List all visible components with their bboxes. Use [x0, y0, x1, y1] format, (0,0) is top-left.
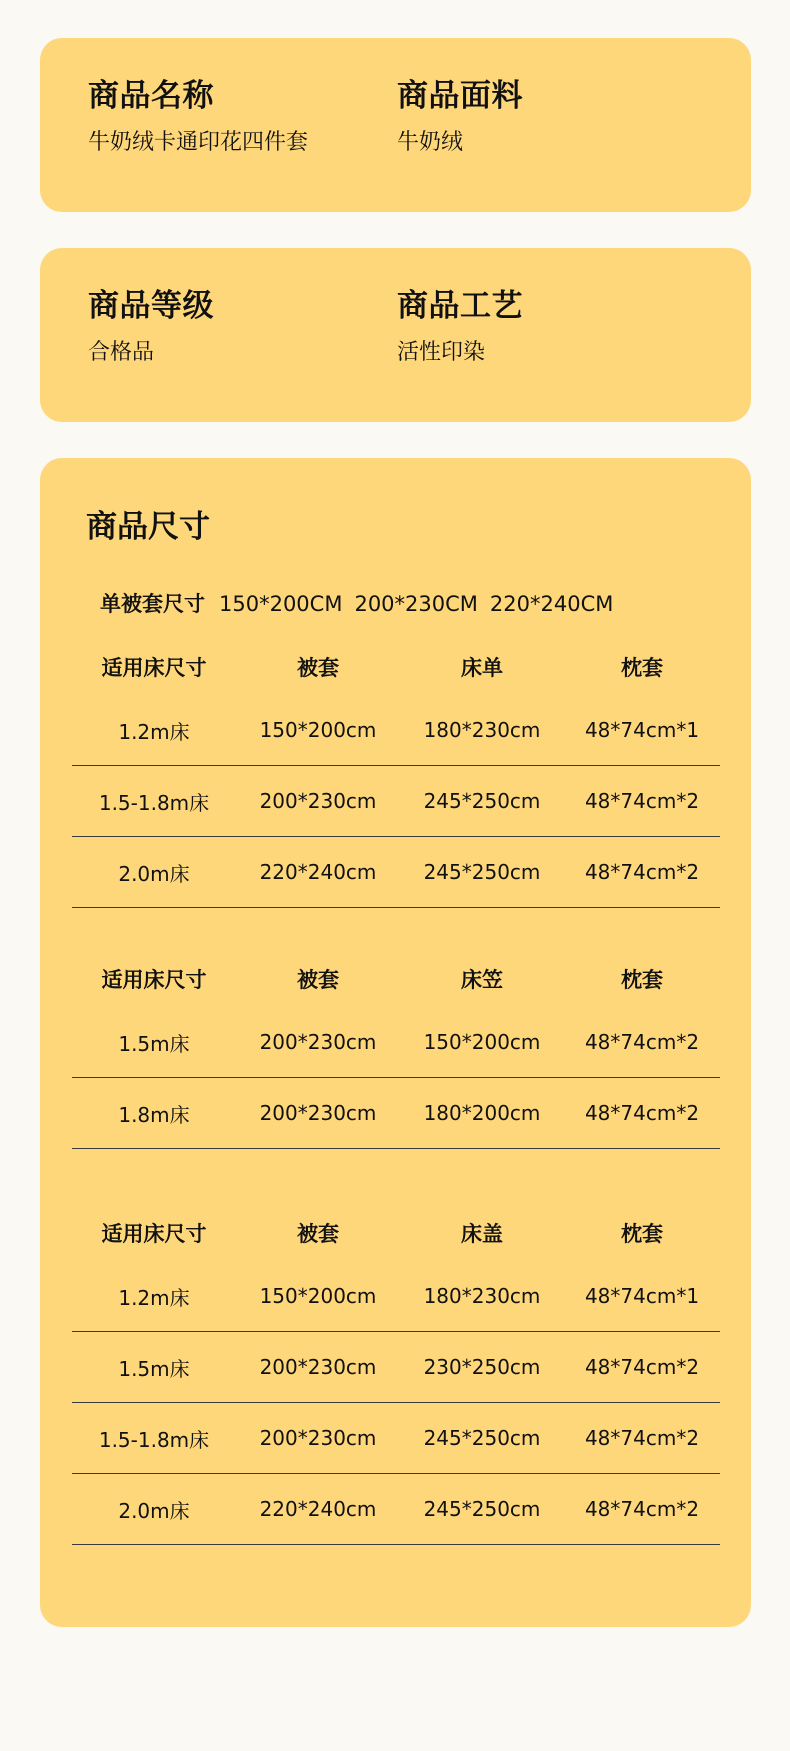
size-table-bedspread	[72, 1205, 720, 1545]
table-cell: 230*250cm	[400, 1332, 564, 1403]
table-cell: 200*230cm	[236, 1007, 400, 1078]
column-header: 床盖	[461, 1222, 503, 1246]
table-cell: 220*240cm	[236, 1474, 400, 1545]
table-cell: 1.5-1.8m床	[72, 1403, 236, 1474]
column-header: 床笠	[461, 968, 503, 992]
table-row	[72, 1474, 720, 1545]
product-craft-value: 活性印染	[397, 340, 486, 365]
table-cell: 180*230cm	[400, 695, 564, 766]
product-grade-value: 合格品	[88, 340, 155, 365]
table-cell: 48*74cm*1	[564, 695, 720, 766]
table-row	[72, 695, 720, 766]
table-cell: 48*74cm*2	[564, 1403, 720, 1474]
table-cell: 48*74cm*2	[564, 837, 720, 908]
table-cell: 48*74cm*2	[564, 1332, 720, 1403]
product-fabric-value: 牛奶绒	[397, 130, 464, 155]
table-row	[72, 1332, 720, 1403]
table-cell: 1.5-1.8m床	[72, 766, 236, 837]
column-header: 床单	[461, 656, 503, 680]
table-cell: 200*230cm	[236, 766, 400, 837]
table-cell: 48*74cm*2	[564, 1078, 720, 1149]
table-cell: 245*250cm	[400, 766, 564, 837]
table-cell: 245*250cm	[400, 837, 564, 908]
product-size-card	[40, 458, 751, 1627]
product-fabric-field	[397, 78, 523, 155]
product-name-value: 牛奶绒卡通印花四件套	[88, 130, 309, 155]
column-header: 被套	[297, 968, 339, 992]
table-cell: 1.5m床	[72, 1332, 236, 1403]
product-grade-field	[88, 288, 214, 365]
column-header: 适用床尺寸	[101, 656, 207, 680]
table-cell: 245*250cm	[400, 1474, 564, 1545]
size-table-fitted-sheet	[72, 951, 720, 1149]
table-cell: 1.2m床	[72, 1261, 236, 1332]
table-row	[72, 1007, 720, 1078]
column-header: 被套	[297, 1222, 339, 1246]
table-cell: 48*74cm*1	[564, 1261, 720, 1332]
table-cell: 150*200cm	[400, 1007, 564, 1078]
table-cell: 220*240cm	[236, 837, 400, 908]
product-name-label: 商品名称	[88, 78, 214, 114]
table-cell: 2.0m床	[72, 837, 236, 908]
table-cell: 1.8m床	[72, 1078, 236, 1149]
product-name-field	[88, 78, 309, 155]
table-header-row	[72, 639, 720, 695]
table-cell: 48*74cm*2	[564, 1474, 720, 1545]
table-cell: 200*230cm	[236, 1403, 400, 1474]
table-cell: 48*74cm*2	[564, 766, 720, 837]
column-header: 被套	[297, 656, 339, 680]
column-header: 枕套	[621, 968, 663, 992]
column-header: 适用床尺寸	[101, 968, 207, 992]
column-header: 适用床尺寸	[101, 1222, 207, 1246]
column-header: 枕套	[621, 1222, 663, 1246]
size-section-title: 商品尺寸	[86, 509, 210, 545]
table-row	[72, 1403, 720, 1474]
single-duvet-size: 150*200CM	[219, 592, 343, 616]
table-row	[72, 766, 720, 837]
product-craft-label: 商品工艺	[397, 288, 523, 324]
table-row	[72, 1078, 720, 1149]
table-row	[72, 1261, 720, 1332]
table-cell: 1.2m床	[72, 695, 236, 766]
single-duvet-size: 220*240CM	[489, 592, 614, 616]
product-fabric-label: 商品面料	[397, 78, 523, 114]
product-grade-label: 商品等级	[88, 288, 214, 324]
table-row	[72, 837, 720, 908]
table-cell: 245*250cm	[400, 1403, 564, 1474]
single-duvet-label: 单被套尺寸	[100, 592, 205, 616]
product-craft-field	[397, 288, 523, 365]
table-cell: 2.0m床	[72, 1474, 236, 1545]
product-info-card-name-fabric	[40, 38, 751, 212]
single-duvet-size: 200*230CM	[354, 592, 478, 616]
table-cell: 200*230cm	[236, 1078, 400, 1149]
single-duvet-sizes	[100, 594, 625, 615]
table-header-row	[72, 951, 720, 1007]
table-cell: 200*230cm	[236, 1332, 400, 1403]
column-header: 枕套	[621, 656, 663, 680]
product-info-card-grade-craft	[40, 248, 751, 422]
table-cell: 48*74cm*2	[564, 1007, 720, 1078]
table-cell: 150*200cm	[236, 1261, 400, 1332]
table-cell: 180*230cm	[400, 1261, 564, 1332]
table-header-row	[72, 1205, 720, 1261]
table-cell: 1.5m床	[72, 1007, 236, 1078]
table-cell: 180*200cm	[400, 1078, 564, 1149]
table-cell: 150*200cm	[236, 695, 400, 766]
size-table-sheet	[72, 639, 720, 908]
